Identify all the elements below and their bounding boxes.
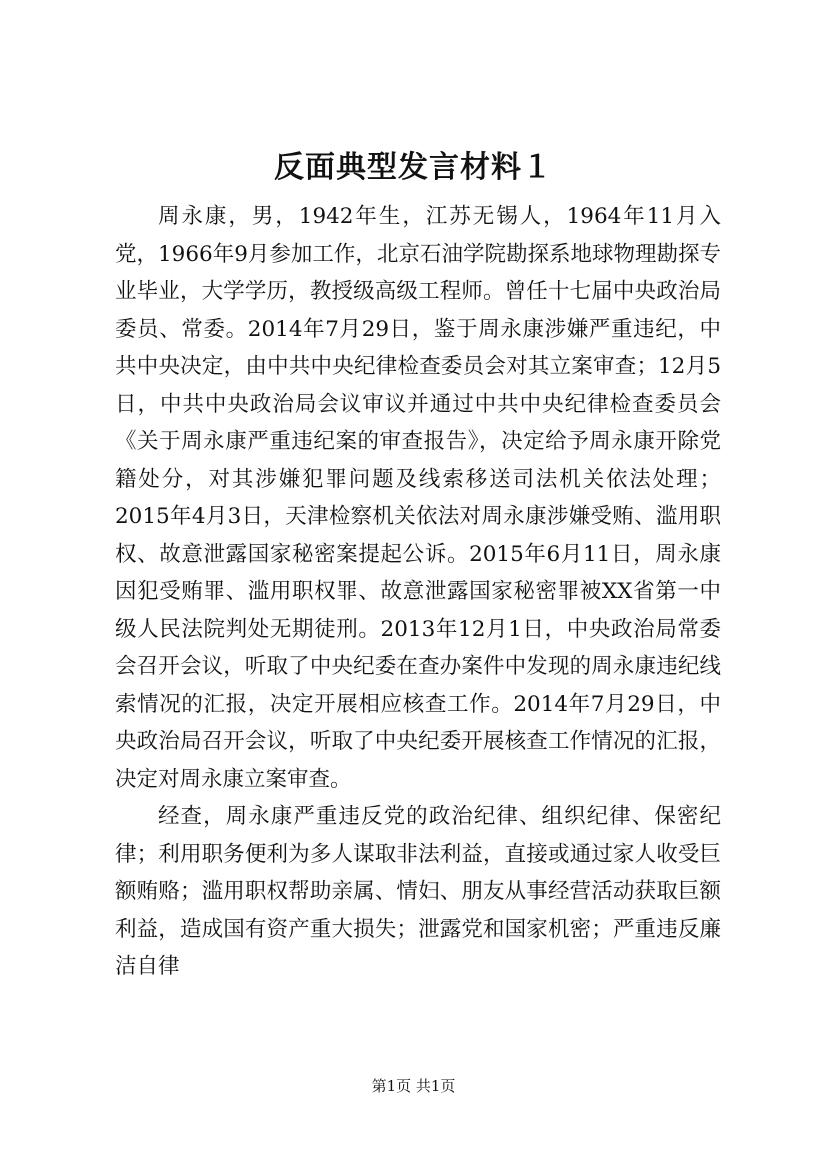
paragraph-1: 周永康，男，1942年生，江苏无锡人，1964年11月入党，1966年9月参加工作，北京石油学院勘探系地球物理勘探专业毕业，大学学历，教授级高级工程师。曾任十七届中央政治局委员、常委。2014年7月29日，鉴于周永康涉嫌严重违纪，中共中央决定，由中共中央纪律检查委员会对其立案审查；12月5日，中共中央政治局会议审议并通过中共中央纪律检查委员会《关于周永康严重违纪案的审查报告》，决定给予周永康开除党籍处分，对其涉嫌犯罪问题及线索移送司法机关依法处理；2015年4月3日，天津检察机关依法对周永康涉嫌受贿、滥用职权、故意泄露国家秘密案提起公诉。2015年6月11日，周永康因犯受贿罪、滥用职权罪、故意泄露国家秘密罪被XX省第一中级人民法院判处无期徒刑。2013年12月1日，中央政治局常委会召开会议，听取了中央纪委在查办案件中发现的周永康违纪线索情况的汇报，决定开展相应核查工作。2014年7月29日，中央政治局召开会议，听取了中央纪委开展核查工作情况的汇报，决定对周永康立案审查。 <box>115 204 721 792</box>
paragraph-2: 经查，周永康严重违反党的政治纪律、组织纪律、保密纪律；利用职务便利为多人谋取非法利益，直接或通过家人收受巨额贿赂；滥用职权帮助亲属、情妇、朋友从事经营活动获取巨额利益，造成国有资产重大损失；泄露党和国家机密；严重违反廉洁自律 <box>115 804 721 979</box>
document-title: 反面典型发言材料１ <box>274 150 553 185</box>
page-footer: 第1页 共1页 <box>371 1077 456 1095</box>
document-body <box>115 198 721 986</box>
